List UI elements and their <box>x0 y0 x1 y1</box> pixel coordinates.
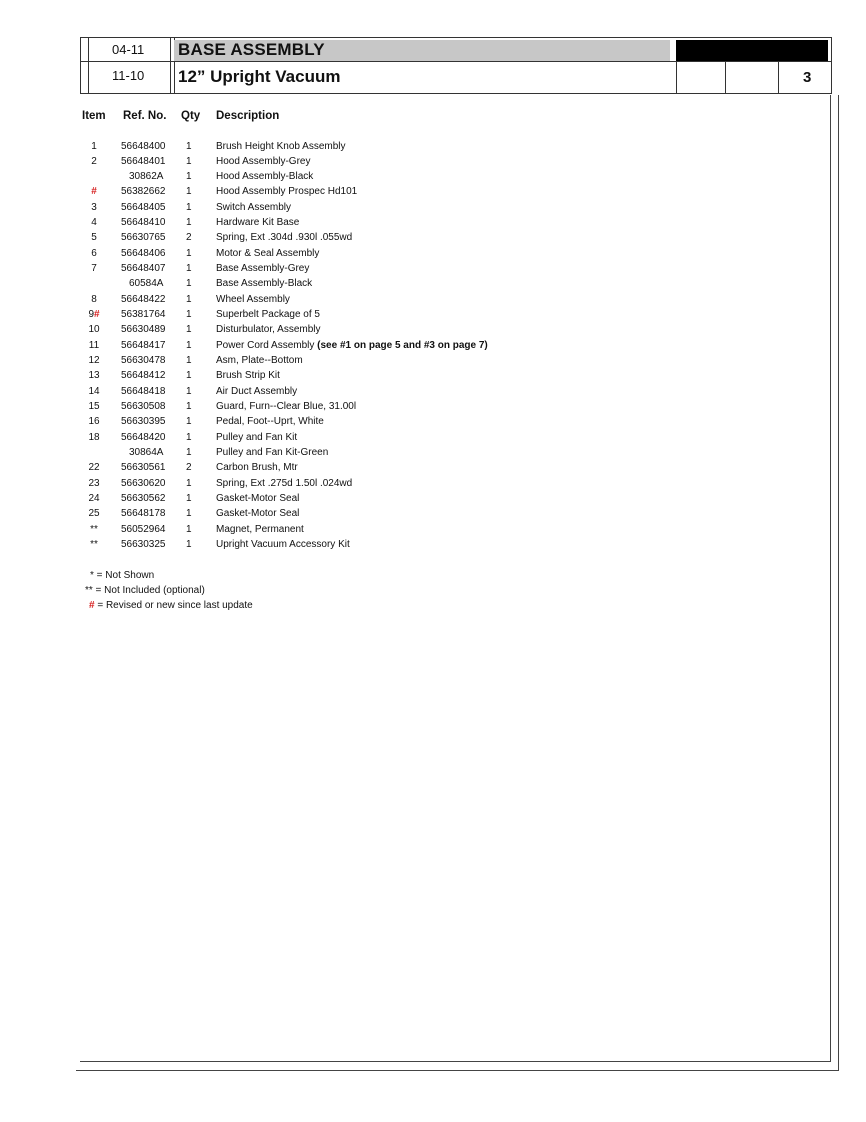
item-number: 23 <box>88 478 100 489</box>
quantity: 1 <box>186 355 192 366</box>
legend-not-included: ** = Not Included (optional) <box>85 585 205 596</box>
ref-number: 56648418 <box>121 386 166 397</box>
quantity: 1 <box>186 248 192 259</box>
table-row <box>80 309 780 324</box>
revised-mark: # <box>94 309 100 320</box>
description: Hood Assembly Prospec Hd101 <box>216 186 358 197</box>
ref-number: 56630478 <box>121 355 166 366</box>
ref-number: 60584A <box>129 278 164 289</box>
frame-right-shadow <box>838 95 839 1071</box>
description: Upright Vacuum Accessory Kit <box>216 539 350 550</box>
description: Disturbulator, Assembly <box>216 324 321 335</box>
table-row <box>80 263 780 278</box>
column-header-ref: Ref. No. <box>123 110 167 122</box>
description: Base Assembly-Grey <box>216 263 310 274</box>
table-row <box>80 447 780 462</box>
description: Motor & Seal Assembly <box>216 248 320 259</box>
description: Hardware Kit Base <box>216 217 300 228</box>
item-number: 25 <box>88 508 100 519</box>
description: Guard, Furn--Clear Blue, 31.00l <box>216 401 357 412</box>
description: Brush Strip Kit <box>216 370 280 381</box>
quantity: 1 <box>186 447 192 458</box>
item-number: 13 <box>88 370 100 381</box>
quantity: 1 <box>186 217 192 228</box>
item-number: ** <box>90 524 98 535</box>
legend-revised-text: = Revised or new since last update <box>94 600 253 611</box>
ref-number: 56630508 <box>121 401 166 412</box>
description: Brush Height Knob Assembly <box>216 141 346 152</box>
quantity: 1 <box>186 278 192 289</box>
legend-not-shown: * = Not Shown <box>90 570 155 581</box>
ref-number: 56381764 <box>121 309 166 320</box>
description: Asm, Plate--Bottom <box>216 355 303 366</box>
item-number: 5 <box>91 232 97 243</box>
revision-date-bottom: 11-10 <box>112 68 145 83</box>
item-number: 6 <box>91 248 97 259</box>
ref-number: 56630395 <box>121 416 166 427</box>
table-row <box>80 171 780 186</box>
ref-number: 56648405 <box>121 202 166 213</box>
frame-bottom-shadow <box>76 1070 839 1071</box>
description: Gasket-Motor Seal <box>216 493 300 504</box>
quantity: 1 <box>186 202 192 213</box>
quantity: 1 <box>186 524 192 535</box>
quantity: 1 <box>186 386 192 397</box>
ref-number: 56630325 <box>121 539 166 550</box>
table-row <box>80 401 780 416</box>
product-title: 12” Upright Vacuum <box>178 67 341 86</box>
item-number: 14 <box>88 386 100 397</box>
item-number: ** <box>90 539 98 550</box>
table-row <box>80 462 780 477</box>
cross-reference-note: (see #1 on page 5 and #3 on page 7) <box>317 340 488 351</box>
ref-number: 30862A <box>129 171 164 182</box>
item-number: 22 <box>88 462 100 473</box>
quantity: 1 <box>186 263 192 274</box>
ref-number: 56382662 <box>121 186 166 197</box>
column-header-description: Description <box>216 110 280 122</box>
item-number: 10 <box>88 324 100 335</box>
column-header-qty: Qty <box>181 110 201 122</box>
table-row <box>80 232 780 247</box>
table-row <box>80 186 780 201</box>
table-row <box>80 202 780 217</box>
description: Carbon Brush, Mtr <box>216 462 298 473</box>
quantity: 1 <box>186 416 192 427</box>
quantity: 1 <box>186 186 192 197</box>
quantity: 1 <box>186 432 192 443</box>
item-number: 18 <box>88 432 100 443</box>
ref-number: 56630765 <box>121 232 166 243</box>
section-title: BASE ASSEMBLY <box>178 40 325 59</box>
ref-number: 56648400 <box>121 141 166 152</box>
table-row <box>80 141 780 156</box>
ref-number: 56648420 <box>121 432 166 443</box>
item-number: 7 <box>91 263 97 274</box>
ref-number: 56648401 <box>121 156 166 167</box>
quantity: 1 <box>186 370 192 381</box>
quantity: 2 <box>186 232 192 243</box>
table-row <box>80 294 780 309</box>
description: Hood Assembly-Grey <box>216 156 311 167</box>
revised-mark: # <box>89 600 95 611</box>
revision-date-top: 04-11 <box>112 42 145 57</box>
revised-mark: # <box>91 186 97 197</box>
quantity: 2 <box>186 462 192 473</box>
table-row <box>80 156 780 171</box>
quantity: 1 <box>186 171 192 182</box>
ref-number: 56648412 <box>121 370 166 381</box>
item-number: 8 <box>91 294 97 305</box>
description: Spring, Ext .275d 1.50l .024wd <box>216 478 353 489</box>
ref-number: 56630562 <box>121 493 166 504</box>
table-row <box>80 324 780 339</box>
quantity: 1 <box>186 539 192 550</box>
description: Superbelt Package of 5 <box>216 309 320 320</box>
description: Spring, Ext .304d .930l .055wd <box>216 232 353 243</box>
description: Magnet, Permanent <box>216 524 304 535</box>
frame-right-border <box>830 95 831 1062</box>
column-header-item: Item <box>82 110 106 122</box>
quantity: 1 <box>186 141 192 152</box>
ref-number: 56648410 <box>121 217 166 228</box>
quantity: 1 <box>186 478 192 489</box>
table-row <box>80 278 780 293</box>
ref-number: 30864A <box>129 447 164 458</box>
ref-number: 56630561 <box>121 462 166 473</box>
quantity: 1 <box>186 324 192 335</box>
description: Pulley and Fan Kit <box>216 432 298 443</box>
ref-number: 56648417 <box>121 340 166 351</box>
description: Base Assembly-Black <box>216 278 313 289</box>
item-number: 4 <box>91 217 97 228</box>
item-number-value: 9 <box>88 309 94 320</box>
table-row <box>80 524 780 539</box>
ref-number: 56630620 <box>121 478 166 489</box>
description: Wheel Assembly <box>216 294 290 305</box>
ref-number: 56052964 <box>121 524 166 535</box>
ref-number: 56630489 <box>121 324 166 335</box>
description: Pedal, Foot--Uprt, White <box>216 416 324 427</box>
description: Gasket-Motor Seal <box>216 508 300 519</box>
table-row <box>80 370 780 385</box>
table-row <box>80 478 780 493</box>
item-number: 16 <box>88 416 100 427</box>
table-row <box>80 217 780 232</box>
description: Air Duct Assembly <box>216 386 298 397</box>
quantity: 1 <box>186 294 192 305</box>
frame-bottom-border <box>80 1061 831 1062</box>
ref-number: 56648178 <box>121 508 166 519</box>
description: Hood Assembly-Black <box>216 171 314 182</box>
table-row <box>80 493 780 508</box>
table-row <box>80 539 780 554</box>
item-number: 15 <box>88 401 100 412</box>
table-row <box>80 416 780 431</box>
item-number <box>80 309 108 320</box>
page-number: 3 <box>803 69 812 86</box>
quantity: 1 <box>186 508 192 519</box>
table-row <box>80 355 780 370</box>
item-number: 1 <box>91 141 97 152</box>
item-number: 12 <box>88 355 100 366</box>
table-row <box>80 248 780 263</box>
legend-revised <box>89 600 253 611</box>
item-number: 3 <box>91 202 97 213</box>
item-number: 2 <box>91 156 97 167</box>
quantity: 1 <box>186 493 192 504</box>
table-row <box>80 386 780 401</box>
quantity: 1 <box>186 309 192 320</box>
item-number: 11 <box>88 340 100 351</box>
description-text: Power Cord Assembly <box>216 340 318 351</box>
table-row <box>80 432 780 447</box>
header-black-block <box>676 40 828 61</box>
quantity: 1 <box>186 156 192 167</box>
ref-number: 56648422 <box>121 294 166 305</box>
description: Pulley and Fan Kit-Green <box>216 447 329 458</box>
table-row <box>80 340 780 355</box>
description <box>216 340 488 351</box>
description: Switch Assembly <box>216 202 292 213</box>
table-row <box>80 508 780 523</box>
ref-number: 56648407 <box>121 263 166 274</box>
item-number: 24 <box>88 493 100 504</box>
quantity: 1 <box>186 401 192 412</box>
ref-number: 56648406 <box>121 248 166 259</box>
quantity: 1 <box>186 340 192 351</box>
